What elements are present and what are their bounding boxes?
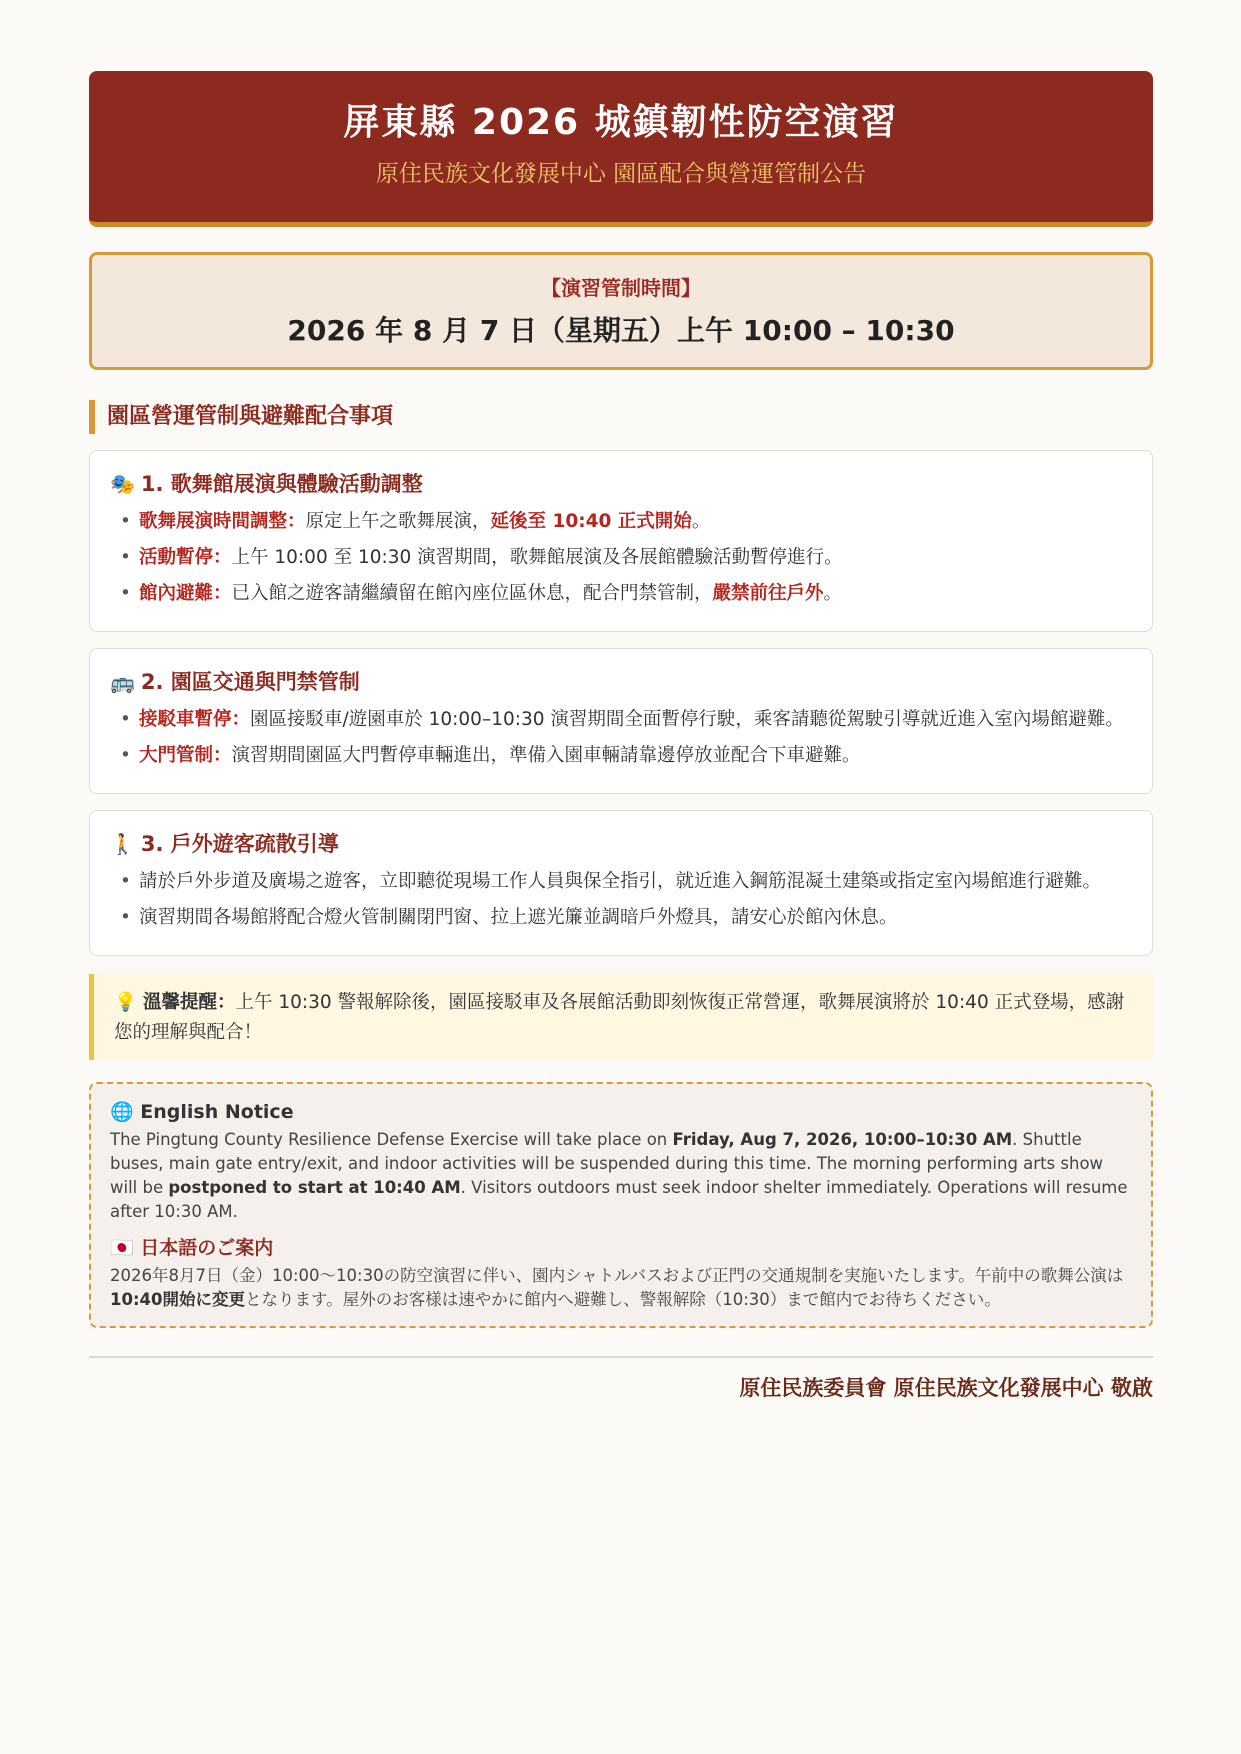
japanese-text-part: となります。屋外のお客様は速やかに館内へ避難し、警報解除（10:30）まで館内でお待ちください。 <box>245 1290 1001 1309</box>
list-item <box>110 867 1130 897</box>
item-text: 演習期間園區大門暫停車輛進出，準備入園車輛請靠邊停放並配合下車避難。 <box>231 745 861 766</box>
english-title <box>110 1098 1131 1126</box>
japanese-text-bold: 10:40開始に変更 <box>110 1290 246 1309</box>
exercise-time-label: 【演習管制時間】 <box>541 276 701 300</box>
card-title-text: 3. 戶外遊客疏散引導 <box>140 832 339 856</box>
card-title-text: 2. 園區交通與門禁管制 <box>140 670 360 694</box>
signature: 原住民族委員會 原住民族文化發展中心 敬啟 <box>739 1376 1153 1400</box>
theater-masks-icon: 🎭 <box>110 472 135 496</box>
list-item <box>110 903 1130 933</box>
list-item <box>110 543 1130 573</box>
card-list <box>110 507 1130 609</box>
japan-flag-icon: 🇯🇵 <box>110 1237 134 1259</box>
section-title: 園區營運管制與避難配合事項 <box>89 400 1153 434</box>
item-text: 請於戶外步道及廣場之遊客，立即聽從現場工作人員與保全指引，就近進入鋼筋混凝土建築或指定室內場館進行避難。 <box>139 871 1102 892</box>
footer-divider <box>89 1356 1153 1358</box>
reminder-box <box>89 974 1153 1060</box>
item-text: 演習期間各場館將配合燈火管制關閉門窗、拉上遮光簾並調暗戶外燈具，請安心於館內休息。 <box>139 907 898 928</box>
list-item <box>110 741 1130 771</box>
item-label: 歌舞展演時間調整： <box>139 511 306 532</box>
card-list <box>110 705 1130 771</box>
card-performance <box>89 450 1153 632</box>
exercise-time-value: 2026 年 8 月 7 日（星期五）上午 10:00 – 10:30 <box>287 314 955 347</box>
card-title <box>110 469 1130 499</box>
card-list <box>110 867 1130 933</box>
japanese-text <box>110 1264 1131 1312</box>
english-text-part: . Visitors outdoors must seek indoor shelter immediately. Operations will resume after 10:30 AM. <box>110 1178 1128 1221</box>
card-title <box>110 667 1130 697</box>
list-item <box>110 705 1130 735</box>
item-label: 接駁車暫停： <box>139 709 251 730</box>
notice-title: 屏東縣 2026 城鎮韌性防空演習 <box>343 102 899 143</box>
item-tail: 。 <box>691 511 711 532</box>
bus-icon: 🚌 <box>110 670 135 694</box>
list-item <box>110 579 1130 609</box>
reminder-text: 上午 10:30 警報解除後，園區接駁車及各展館活動即刻恢復正常營運，歌舞展演將於 10:40 正式登場，感謝您的理解與配合！ <box>114 992 1125 1043</box>
item-label: 活動暫停： <box>139 547 232 568</box>
item-text: 園區接駁車/遊園車於 10:00–10:30 演習期間全面暫停行駛，乘客請聽從駕駛引導就近進入室內場館避難。 <box>250 709 1124 730</box>
item-label: 館內避難： <box>139 583 232 604</box>
english-text-part: . Shuttle buses, main gate entry/exit, and indoor activities will be suspended during this time. The morning performing arts show will be <box>110 1130 1104 1197</box>
card-title <box>110 829 1130 859</box>
item-label: 大門管制： <box>139 745 232 766</box>
card-evacuation <box>89 810 1153 956</box>
foreign-language-box <box>89 1082 1153 1328</box>
card-traffic <box>89 648 1153 794</box>
walking-person-icon: 🚶 <box>110 832 135 856</box>
notice-subtitle: 原住民族文化發展中心 園區配合與營運管制公告 <box>375 161 867 187</box>
item-tail: 。 <box>823 583 843 604</box>
japanese-title <box>110 1234 1131 1262</box>
lightbulb-icon: 💡 <box>114 992 138 1013</box>
japanese-text-part: 2026年8月7日（金）10:00〜10:30の防空演習に伴い、園内シャトルバスおよび正門の交通規制を実施いたします。午前中の歌舞公演は <box>110 1266 1124 1285</box>
item-text: 上午 10:00 至 10:30 演習期間，歌舞館展演及各展館體驗活動暫停進行。 <box>231 547 843 568</box>
english-text-bold: postponed to start at 10:40 AM <box>168 1178 461 1197</box>
english-text-part: The Pingtung County Resilience Defense Exercise will take place on <box>110 1130 673 1149</box>
content-column <box>89 71 1153 1402</box>
reminder-label: 溫馨提醒： <box>142 992 236 1013</box>
notice-header <box>89 71 1153 227</box>
item-text: 原定上午之歌舞展演， <box>305 511 491 532</box>
card-title-text: 1. 歌舞館展演與體驗活動調整 <box>140 472 423 496</box>
item-text: 已入館之遊客請繼續留在館內座位區休息，配合門禁管制， <box>231 583 713 604</box>
japanese-title-text: 日本語のご案内 <box>140 1237 274 1259</box>
english-text-bold: Friday, Aug 7, 2026, 10:00–10:30 AM <box>672 1130 1013 1149</box>
english-text <box>110 1128 1131 1224</box>
exercise-time-box <box>89 252 1153 370</box>
item-highlight: 延後至 10:40 正式開始 <box>490 511 692 532</box>
list-item <box>110 507 1130 537</box>
globe-icon: 🌐 <box>110 1101 134 1123</box>
item-highlight: 嚴禁前往戶外 <box>712 583 824 604</box>
english-title-text: English Notice <box>140 1101 294 1123</box>
